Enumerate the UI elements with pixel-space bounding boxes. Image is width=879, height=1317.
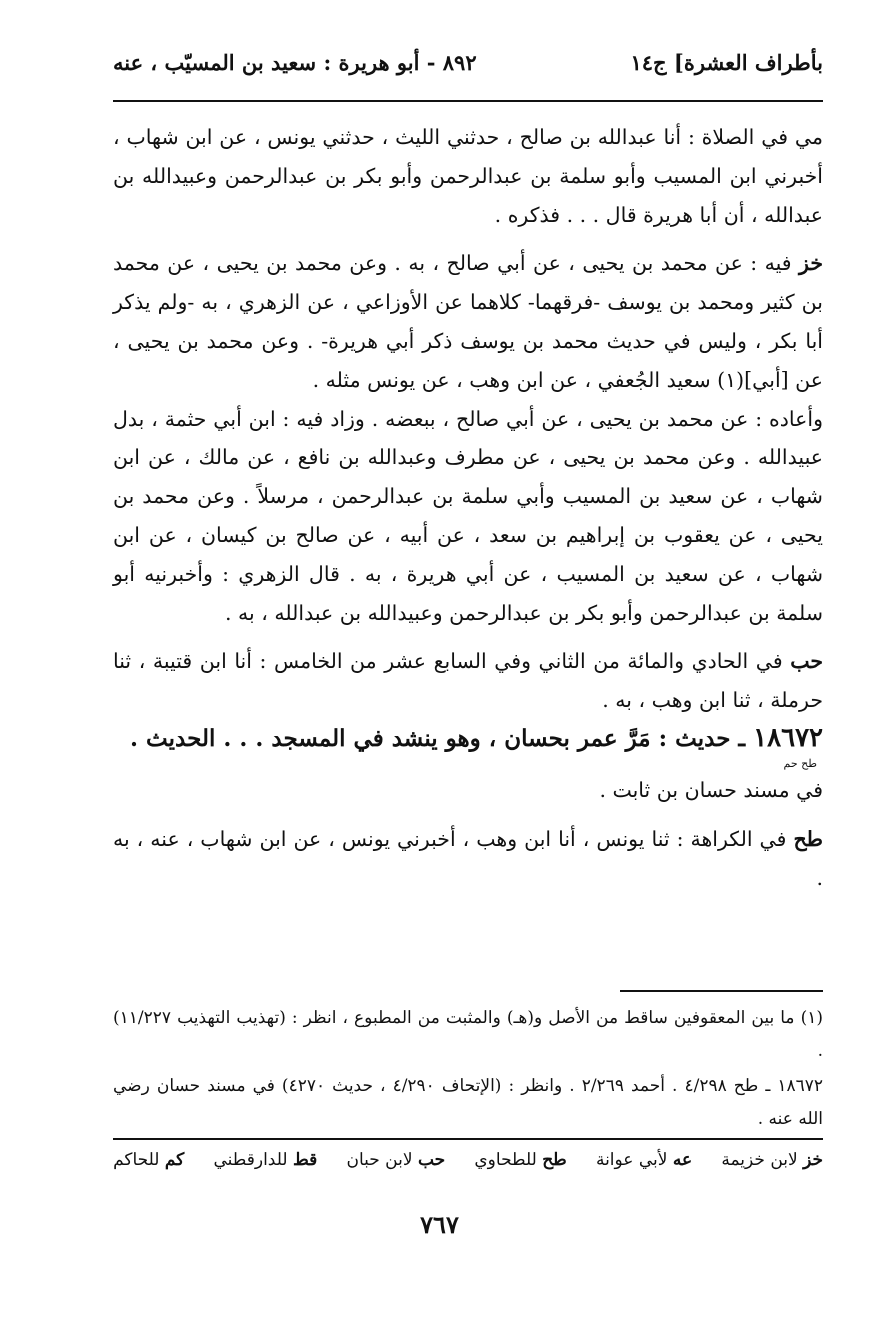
section-title: ٨٩٢ - أبو هريرة : سعيد بن المسيّب ، عنه bbox=[113, 50, 477, 75]
paragraph-musnad: في مسند حسان بن ثابت . bbox=[599, 777, 823, 802]
abbreviation-legend bbox=[113, 1150, 823, 1170]
hadith-heading bbox=[113, 720, 823, 757]
footnotes bbox=[113, 1002, 823, 1138]
paragraph-darimi: مي في الصلاة : أنا عبدالله بن صالح ، حدثني الليث ، حدثني يونس ، عن ابن شهاب ، أخبرني ابن المسيب وأبو سلمة بن عبدالرحمن وأبو بكر بن عبدالرحمن وعبيدالله بن عبدالله ، أن أبا هريرة قال . . . فذكره . bbox=[113, 125, 823, 227]
paragraph-text: في الحادي والمائة من الثاني وفي السابع عشر من الخامس : أنا ابن قتيبة ، ثنا حرملة ، ثنا ابن وهب ، به . bbox=[113, 649, 823, 713]
legend-item: خز لابن خزيمة bbox=[721, 1150, 823, 1170]
hadith-text: ـ حديث : مَرَّ عمر بحسان ، وهو ينشد في المسجد . . . الحديث . bbox=[130, 724, 754, 752]
legend-divider bbox=[113, 1138, 823, 1140]
page-number: ٧٦٧ bbox=[420, 1210, 459, 1239]
running-header bbox=[113, 50, 823, 86]
paragraph-text: فيه : عن محمد بن يحيى ، عن أبي صالح ، به . وعن محمد بن يحيى ، عن محمد بن كثير ومحمد بن يوسف -فرقهما- كلاهما عن الأوزاعي ، عن الزهري ، به -ولم يذكر أبا بكر ، وليس في حديث محمد بن يوسف ذكر أبي هريرة- . وعن محمد بن يحيى ، عن [أبي](١) سعيد الجُعفي ، عن ابن وهب ، عن يونس مثله . bbox=[113, 251, 823, 392]
paragraph-tahawi bbox=[113, 820, 823, 898]
spacer bbox=[113, 810, 823, 820]
spacer bbox=[113, 234, 823, 244]
source-abbr: طح bbox=[793, 826, 823, 851]
legend-item: طح للطحاوي bbox=[474, 1150, 567, 1170]
footnote-1: (١) ما بين المعقوفين ساقط من الأصل و(هـ) والمثبت من المطبوع ، انظر : (تهذيب التهذيب ١١/٢٢٧) . bbox=[113, 1008, 823, 1061]
footnote-2: ١٨٦٧٢ ـ طح ٤/٢٩٨ . أحمد ٢/٢٦٩ . وانظر : (الإتحاف ٤/٢٩٠ ، حديث ٤٢٧٠) في مسند حسان رضي الله عنه . bbox=[113, 1076, 823, 1129]
paragraph-repeat: وأعاده : عن محمد بن يحيى ، عن أبي صالح ، ببعضه . وزاد فيه : ابن أبي حثمة ، بدل عبيدالله . وعن محمد بن يحيى ، عن مطرف وعبدالله بن نافع ، عن مالك ، عن ابن شهاب ، عن سعيد بن المسيب وأبي سلمة بن عبدالرحمن ، مرسلاً . وعن محمد بن يحيى ، عن يعقوب بن إبراهيم بن سعد ، عن أبيه ، عن صالح بن كيسان ، عن ابن شهاب ، عن سعيد بن المسيب ، عن أبي هريرة ، به . قال الزهري : وأخبرنيه أبو سلمة بن عبدالرحمن وأبو بكر بن عبدالرحمن وعبيدالله بن عبدالله ، به . bbox=[113, 406, 823, 625]
hadith-number: ١٨٦٧٢ bbox=[753, 722, 823, 753]
legend-item: كم للحاكم bbox=[113, 1150, 185, 1170]
spacer bbox=[113, 632, 823, 642]
paragraph-ibn-khuzaymah bbox=[113, 244, 823, 399]
legend-item: قط للدارقطني bbox=[213, 1150, 318, 1170]
legend-item: عه لأبي عوانة bbox=[595, 1150, 693, 1170]
paragraph-ibn-hibban bbox=[113, 642, 823, 720]
main-text bbox=[113, 118, 823, 897]
hadith-sigla: طح حم bbox=[783, 756, 817, 770]
header-divider bbox=[113, 100, 823, 102]
paragraph-text: في الكراهة : ثنا يونس ، أنا ابن وهب ، أخبرني يونس ، عن ابن شهاب ، عنه ، به . bbox=[113, 826, 823, 890]
footnote-divider bbox=[620, 990, 823, 992]
book-title: بأطراف العشرة] ج١٤ bbox=[630, 50, 823, 75]
source-abbr: حب bbox=[790, 649, 823, 674]
legend-item: حب لابن حبان bbox=[346, 1150, 446, 1170]
source-abbr: خز bbox=[799, 251, 823, 276]
